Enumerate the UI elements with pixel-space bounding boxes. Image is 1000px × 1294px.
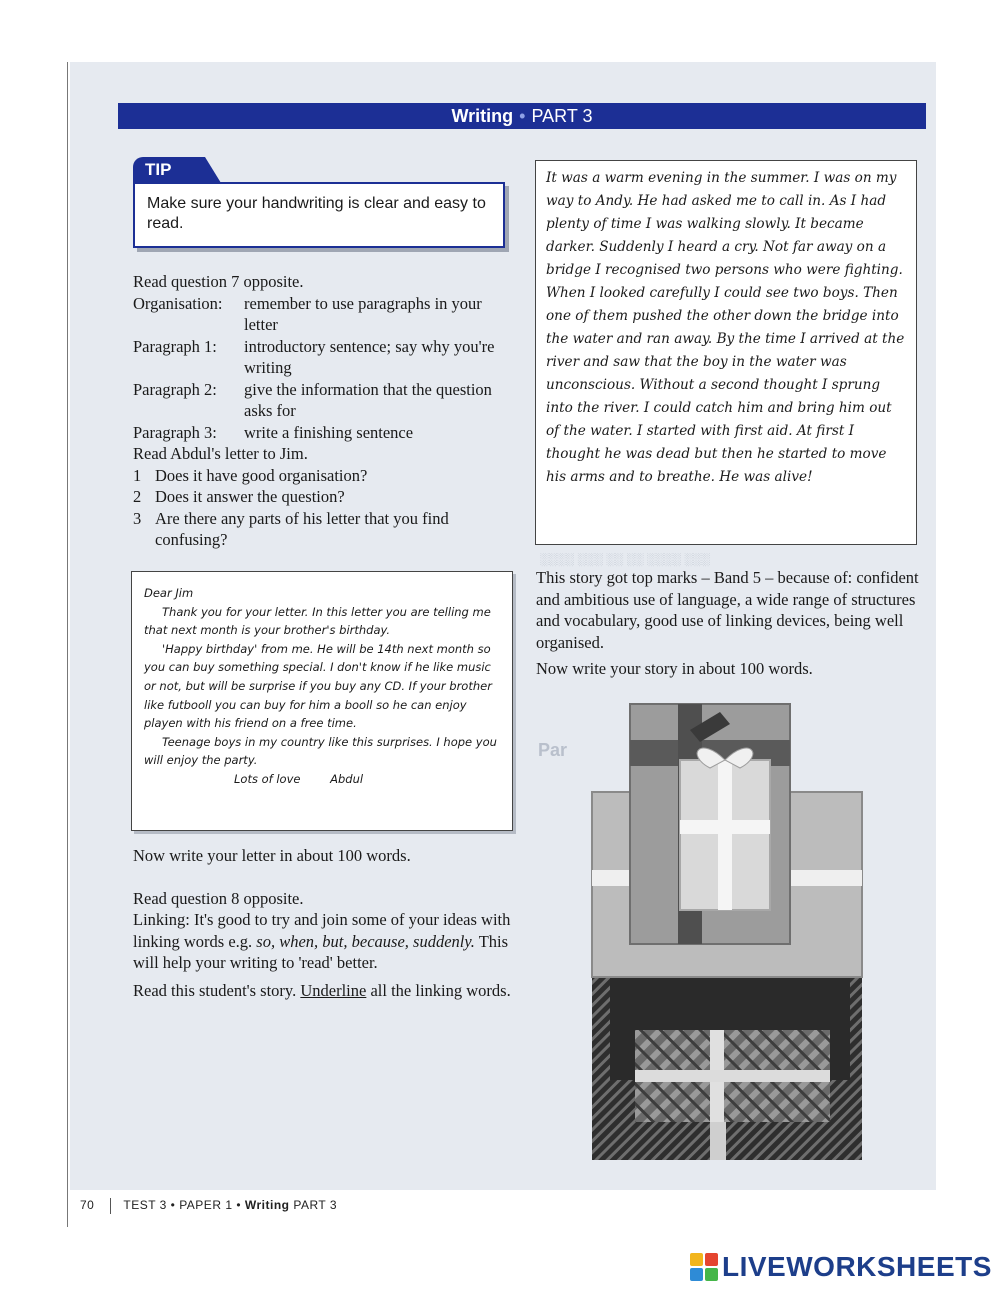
footer-divider (110, 1198, 111, 1214)
after-letter (133, 845, 518, 1001)
instruction-text: write a finishing sentence (244, 422, 414, 442)
gift-boxes-photo (590, 700, 880, 1162)
footer-section: Writing (244, 1198, 290, 1213)
question-number: 1 (133, 465, 142, 485)
question-text: Are there any parts of his letter that you find confusing? (155, 508, 449, 549)
liveworksheets-icon (690, 1253, 718, 1281)
instruction-label: Paragraph 2: (133, 379, 217, 399)
section-header (118, 103, 926, 129)
letter-signature: Abdul (330, 771, 364, 786)
write-letter-instruction: Now write your letter in about 100 words. (133, 846, 411, 865)
instruction-text: introductory sentence; say why you're writing (244, 336, 495, 377)
letter-paragraph: Teenage boys in my country like this surprises. I hope you will enjoy the party. (144, 734, 497, 768)
underline-word: Underline (300, 980, 367, 1000)
tip-label: TIP (133, 157, 205, 183)
brand-name: LIVEWORKSHEETS (722, 1251, 992, 1282)
show-through-text: ░░░░ ░░░ ░░ ░░ ░░░░ ░░░ (540, 552, 710, 566)
question-row (133, 465, 518, 487)
question-row (133, 508, 518, 551)
tip-text: Make sure your handwriting is clear and easy to read. (147, 195, 486, 232)
show-through-heading: Par (538, 740, 568, 760)
page-footer (80, 1198, 337, 1214)
instruction-row (133, 293, 518, 336)
write-story-instruction: Now write your story in about 100 words. (536, 659, 813, 678)
letter-closing: Lots of love (234, 771, 301, 786)
letter-paragraph: Thank you for your letter. In this letter you are telling me that next month is your brother's birthday. (144, 604, 491, 638)
linking-tip (133, 909, 518, 974)
letter-paragraph: 'Happy birthday' from me. He will be 14th next month so you can buy something special. I don't know if he like music or not, but will be surprise if you buy any CD. If your brother like futbooll you can buy for him a booll so he can enjoy playen with his friend on a free time. (144, 641, 492, 731)
instruction-label: Paragraph 1: (133, 336, 217, 356)
linking-intro: Linking: It's good to try and join some of your ideas with linking words e.g. (133, 910, 511, 951)
question-text: Does it answer the question? (155, 487, 345, 506)
question-row (133, 486, 518, 508)
question-number: 3 (133, 508, 142, 528)
linking-examples: so, when, but, because, suddenly. (256, 931, 475, 951)
evaluation-text: This story got top marks – Band 5 – because of: confident and ambitious use of language, a wide range of structures and vocabulary, good use of linking devices, being well organised. (536, 568, 919, 652)
read-story-pre: Read this student's story. (133, 980, 297, 1000)
liveworksheets-logo (690, 1252, 992, 1282)
evaluation (536, 567, 921, 680)
read-question-8: Read question 8 opposite. (133, 888, 304, 908)
header-separator: • (519, 106, 526, 126)
story-text: It was a warm evening in the summer. I was on my way to Andy. He had asked me to call in. As I had plenty of time I was walking slowly. It became darker. Suddenly I heard a cry. Not far away on a bridge I recognised two persons who were fighting. When I looked carefully I could see two boys. Then one of them pushed the other down the bridge into the water and ran away. By the time I arrived at the river and saw that the boy in the water was unconscious. Without a second thought I sprung into the river. I could catch him and bring him out of the water. I started with first aid. At first I thought he was dead but then he started to move his arms and to breathe. He was alive! (546, 170, 905, 485)
footer-part: PART 3 (293, 1198, 338, 1213)
header-part: PART 3 (531, 106, 593, 126)
margin-rule (67, 62, 68, 1227)
instruction-text: give the information that the question asks for (244, 379, 492, 420)
instruction-row (133, 336, 518, 379)
question-text: Does it have good organisation? (155, 465, 368, 485)
read-letter-instruction: Read Abdul's letter to Jim. (133, 444, 308, 463)
read-story-instruction (133, 980, 518, 1002)
instructions (133, 271, 518, 551)
instruction-row (133, 422, 518, 444)
letter-signoff (144, 770, 502, 789)
abdul-letter (131, 571, 513, 831)
read-story-post: all the linking words. (370, 980, 511, 1000)
instruction-text: remember to use paragraphs in your letter (244, 293, 482, 334)
student-story (535, 160, 917, 545)
linking-outro: This will help your writing to 'read' better. (133, 931, 509, 972)
question-number: 2 (133, 487, 142, 506)
page-number: 70 (80, 1198, 95, 1213)
instruction-label: Paragraph 3: (133, 422, 217, 442)
instruction-row (133, 379, 518, 422)
read-question-7: Read question 7 opposite. (133, 272, 304, 291)
instruction-label: Organisation: (133, 293, 223, 313)
letter-greeting: Dear Jim (144, 586, 194, 600)
tip-box (133, 182, 505, 248)
footer-test: TEST 3 • PAPER 1 • (123, 1198, 242, 1213)
header-title: Writing (451, 106, 514, 126)
